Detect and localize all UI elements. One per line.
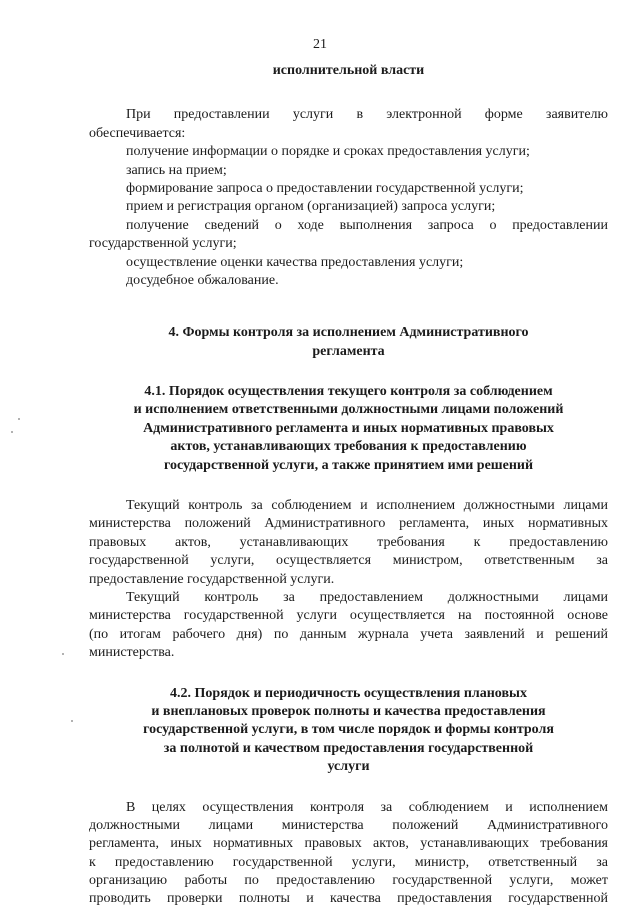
list-item: осуществление оценки качества предоставления услуги; [126, 254, 464, 270]
paragraph-line: должностными лицами министерства положений Административного [89, 817, 608, 833]
heading-line: услуги [327, 759, 370, 775]
service-list [89, 143, 608, 290]
heading-line: актов, устанавливающих требования к предоставлению [170, 439, 527, 455]
paragraph-line: регламента, иных нормативных правовых актов, устанавливающих требования [89, 836, 608, 852]
paragraph-line: государственной услуги, осуществляется министром, ответственным за [89, 553, 608, 569]
heading-line: 4.1. Порядок осуществления текущего контроля за соблюдением [144, 384, 553, 400]
scan-speck [18, 418, 20, 420]
intro-paragraph [89, 106, 608, 143]
heading-line: регламента [312, 343, 385, 359]
scan-speck [71, 720, 73, 722]
paragraph-line: министерства государственной услуги осуществляется на постоянной основе [89, 608, 608, 624]
paragraph-line: министерства положений Административного регламента, иных нормативных [89, 516, 608, 532]
paragraph-line: к предоставлению государственной услуги, министр, ответственный за [89, 854, 608, 870]
paragraph-line: Текущий контроль за предоставлением должностными лицами [126, 589, 608, 605]
list-item: получение информации о порядке и сроках предоставления услуги; [126, 144, 530, 160]
continued-heading: исполнительной власти [272, 63, 425, 78]
paragraph-line: организацию работы по предоставлению государственной услуги, может [89, 873, 608, 889]
scan-speck [62, 653, 64, 655]
paragraph-line: (по итогам рабочего дня) по данным журнала учета заявлений и решений [89, 626, 608, 642]
page-number: 21 [313, 37, 327, 52]
heading-line: государственной услуги, а также принятием ими решений [163, 457, 534, 473]
paragraph-line: Текущий контроль за соблюдением и исполнением должностными лицами [126, 498, 608, 514]
heading-line: 4.2. Порядок и периодичность осуществления плановых [170, 685, 527, 701]
heading-line: и исполнением ответственными должностными лицами положений [133, 402, 564, 418]
section-4-1-paragraph-2 [89, 589, 608, 663]
list-item: запись на прием; [126, 162, 227, 178]
list-item-continuation: государственной услуги; [89, 236, 237, 252]
scan-speck [11, 431, 13, 433]
heading-line: государственной услуги, в том числе порядок и формы контроля [143, 722, 554, 738]
paragraph-line: предоставление государственной услуги. [89, 571, 335, 587]
heading-line: Административного регламента и иных нормативных правовых [143, 420, 554, 436]
section-4-heading [89, 324, 608, 361]
paragraph-line: министерства. [89, 645, 175, 661]
section-4-1-paragraph-1 [89, 497, 608, 589]
section-4-2-paragraph-1 [89, 799, 608, 909]
paragraph-line: правовых актов, устанавливающих требования к предоставлению [89, 534, 608, 550]
document-body [89, 62, 608, 909]
list-item: досудебное обжалование. [126, 272, 279, 288]
section-4-2-heading [89, 685, 608, 777]
list-item: получение сведений о ходе выполнения запроса о предоставлении [126, 217, 608, 233]
heading-line: 4. Формы контроля за исполнением Административного [168, 325, 529, 341]
intro-line: обеспечивается: [89, 125, 186, 141]
heading-line: и внеплановых проверок полноты и качества предоставления [151, 703, 546, 719]
paragraph-line: В целях осуществления контроля за соблюдением и исполнением [126, 799, 608, 815]
paragraph-line: проводить проверки полноты и качества предоставления государственной [89, 891, 608, 907]
intro-line: При предоставлении услуги в электронной форме заявителю [126, 107, 608, 123]
list-item: прием и регистрация органом (организацией) запроса услуги; [126, 199, 496, 215]
heading-line: за полнотой и качеством предоставления государственной [163, 740, 534, 756]
section-4-1-heading [89, 383, 608, 475]
list-item: формирование запроса о предоставлении государственной услуги; [126, 180, 524, 196]
